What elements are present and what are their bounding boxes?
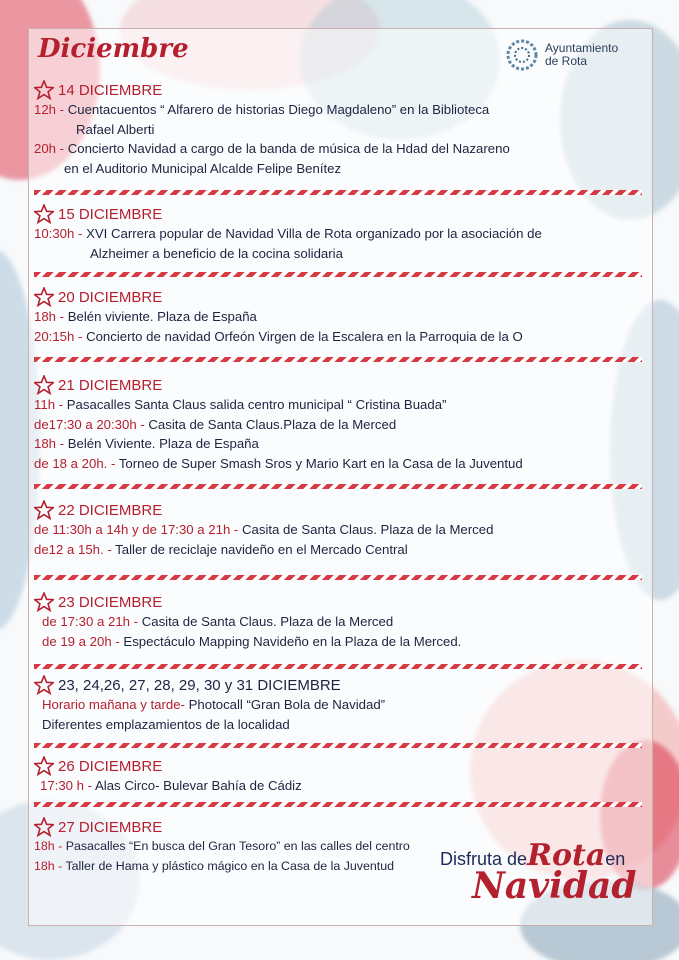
striped-divider bbox=[34, 664, 642, 669]
event-line: 18h - Belén viviente. Plaza de España bbox=[34, 309, 257, 324]
event-line: 18h - Pasacalles “En busca del Gran Tesoro” en las calles del centro bbox=[34, 839, 410, 853]
event-line: Rafael Alberti bbox=[76, 121, 155, 137]
star-icon bbox=[34, 756, 54, 776]
striped-divider bbox=[34, 484, 642, 489]
event-day-section bbox=[34, 756, 644, 796]
striped-divider bbox=[34, 357, 642, 362]
star-icon bbox=[34, 80, 54, 100]
event-line: 20:15h - Concierto de navidad Orfeón Virgen de la Escalera en la Parroquia de la O bbox=[34, 328, 523, 344]
event-line: 11h - Pasacalles Santa Claus salida centro municipal “ Cristina Buada” bbox=[34, 397, 447, 412]
event-line: Horario mañana y tarde- Photocall “Gran Bola de Navidad” bbox=[42, 697, 386, 712]
section-heading: 22 DICIEMBRE bbox=[58, 501, 163, 519]
slogan-rota: Rota bbox=[527, 838, 606, 873]
event-day-section bbox=[34, 675, 644, 734]
star-icon bbox=[34, 204, 54, 224]
section-heading: 26 DICIEMBRE bbox=[58, 757, 163, 775]
star-icon bbox=[34, 592, 54, 612]
section-heading: 14 DICIEMBRE bbox=[58, 81, 163, 99]
ayuntamiento-logo-icon bbox=[505, 38, 539, 72]
event-line: 18h - Belén Viviente. Plaza de España bbox=[34, 436, 259, 451]
event-line: de 19 a 20h - Espectáculo Mapping Navideño en la Plaza de la Merced. bbox=[42, 633, 462, 649]
striped-divider bbox=[34, 802, 642, 807]
star-icon bbox=[34, 287, 54, 307]
section-heading: 20 DICIEMBRE bbox=[58, 288, 163, 306]
event-line: Alzheimer a beneficio de la cocina solidaria bbox=[90, 245, 343, 261]
section-heading: 15 DICIEMBRE bbox=[58, 205, 163, 223]
slogan-navidad: Navidad bbox=[472, 865, 637, 907]
section-heading: 27 DICIEMBRE bbox=[58, 818, 163, 836]
section-heading: 23 DICIEMBRE bbox=[58, 593, 163, 611]
star-icon bbox=[34, 500, 54, 520]
slogan-part-3: en bbox=[605, 849, 626, 869]
event-line: de 17:30 a 21h - Casita de Santa Claus. Plaza de la Merced bbox=[42, 614, 394, 629]
star-icon bbox=[34, 675, 54, 695]
logo-line-2: de Rota bbox=[545, 54, 588, 68]
event-day-section bbox=[34, 204, 644, 263]
page-title: Diciembre bbox=[38, 34, 189, 64]
striped-divider bbox=[34, 272, 642, 277]
event-day-section bbox=[34, 592, 644, 651]
event-line: 20h - Concierto Navidad a cargo de la banda de música de la Hdad del Nazareno bbox=[34, 141, 510, 156]
slogan-part-1: Disfruta de bbox=[440, 849, 528, 869]
event-day-section bbox=[34, 500, 644, 559]
event-day-section bbox=[34, 375, 644, 473]
event-line: de17:30 a 20:30h - Casita de Santa Claus.Plaza de la Merced bbox=[34, 416, 397, 432]
slogan bbox=[440, 838, 640, 907]
star-icon bbox=[34, 375, 54, 395]
section-heading: 23, 24,26, 27, 28, 29, 30 y 31 DICIEMBRE bbox=[58, 676, 341, 694]
event-line: de 18 a 20h. - Torneo de Super Smash Sros y Mario Kart en la Casa de la Juventud bbox=[34, 455, 523, 471]
event-line: 12h - Cuentacuentos “ Alfarero de historias Diego Magdaleno” en la Biblioteca bbox=[34, 102, 490, 117]
logo-line-1: Ayuntamiento bbox=[545, 41, 619, 55]
section-heading: 21 DICIEMBRE bbox=[58, 376, 163, 394]
striped-divider bbox=[34, 743, 642, 748]
event-line: en el Auditorio Municipal Alcalde Felipe Benítez bbox=[64, 160, 342, 176]
striped-divider bbox=[34, 190, 642, 195]
event-line: de 11:30h a 14h y de 17:30 a 21h - Casita de Santa Claus. Plaza de la Merced bbox=[34, 522, 494, 537]
municipality-logo bbox=[505, 38, 618, 72]
event-line: de12 a 15h. - Taller de reciclaje navideño en el Mercado Central bbox=[34, 541, 408, 557]
event-line: 10:30h - XVI Carrera popular de Navidad Villa de Rota organizado por la asociación de bbox=[34, 226, 542, 241]
event-line: Diferentes emplazamientos de la localidad bbox=[42, 716, 290, 732]
event-day-section bbox=[34, 287, 644, 346]
event-day-section bbox=[34, 80, 644, 178]
striped-divider bbox=[34, 575, 642, 580]
star-icon bbox=[34, 817, 54, 837]
event-line: 18h - Taller de Hama y plástico mágico en la Casa de la Juventud bbox=[34, 858, 394, 873]
event-line: 17:30 h - Alas Circo- Bulevar Bahía de Cádiz bbox=[40, 778, 302, 793]
